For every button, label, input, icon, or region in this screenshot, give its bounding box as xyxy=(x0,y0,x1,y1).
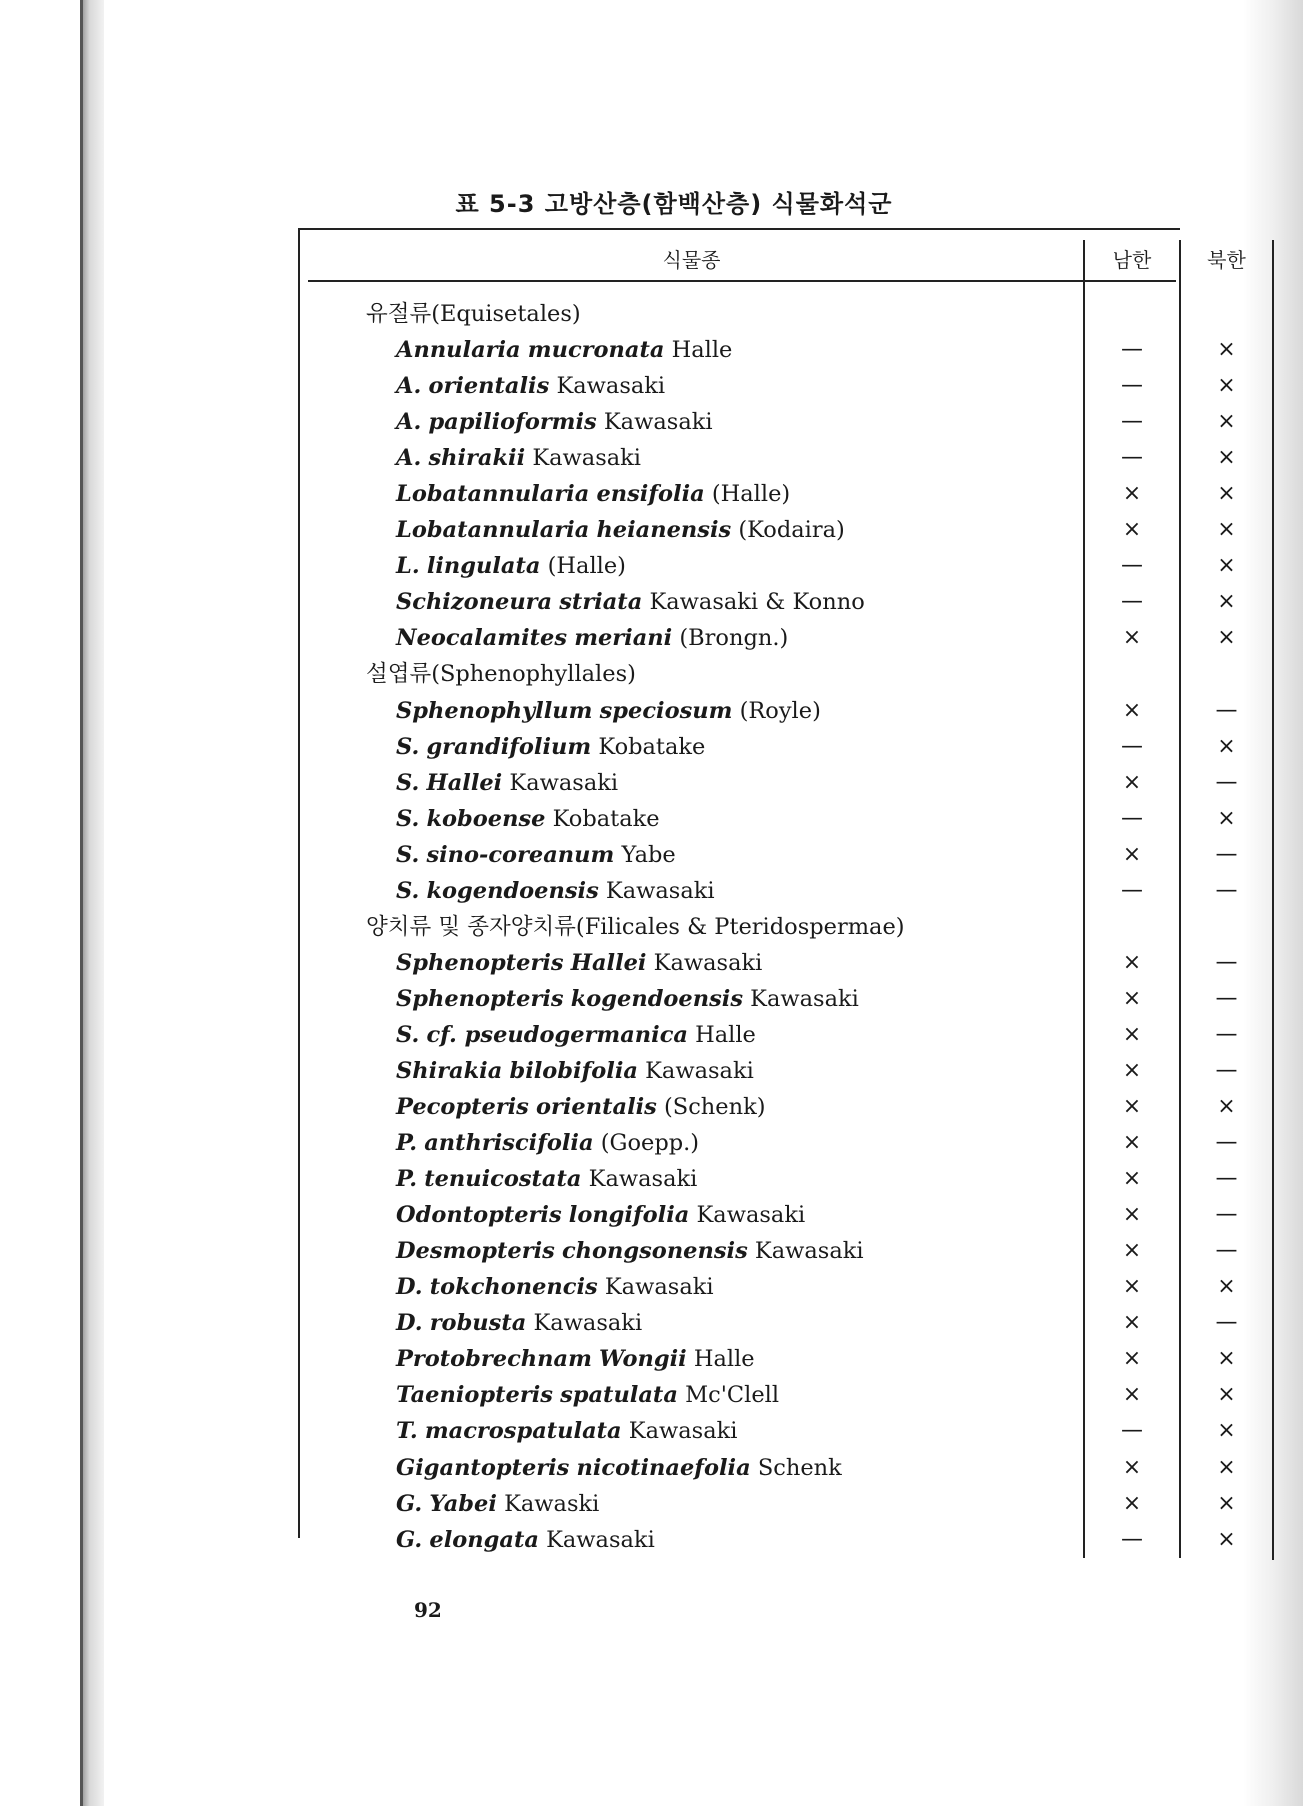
author: Kawasaki xyxy=(556,373,666,400)
north-korea-mark: — xyxy=(1215,949,1238,975)
table-row xyxy=(300,584,1280,620)
epithet: anthriscifolia xyxy=(424,1130,594,1157)
group-heading: 설엽류(Sphenophyllales) xyxy=(366,661,636,688)
author: Kawasaki xyxy=(628,1418,738,1445)
table-row xyxy=(300,1413,1280,1449)
table-row xyxy=(300,693,1280,729)
genus: Sphenopteris xyxy=(396,949,564,976)
epithet: sino-coreanum xyxy=(426,841,615,868)
south-korea-mark: × xyxy=(1122,1310,1142,1336)
table-row xyxy=(300,1053,1280,1089)
header-species: 식물종 xyxy=(662,248,721,272)
table-row xyxy=(300,620,1280,656)
author: Kawaski xyxy=(504,1490,600,1517)
south-korea-mark: — xyxy=(1121,589,1143,615)
author: Kawasaki xyxy=(645,1057,754,1084)
author: (Schenk) xyxy=(664,1094,766,1121)
genus: Pecopteris xyxy=(396,1094,529,1121)
species-name xyxy=(396,548,626,584)
genus: S. xyxy=(396,805,420,832)
author: Mc'Clell xyxy=(685,1382,780,1409)
south-korea-mark: — xyxy=(1121,1526,1143,1552)
genus: Lobatannularia xyxy=(396,517,590,544)
epithet: Yabei xyxy=(429,1490,497,1517)
table-row xyxy=(300,1161,1280,1197)
north-korea-mark: × xyxy=(1217,1454,1236,1480)
author: Kawasaki & Konno xyxy=(649,589,865,616)
table-row xyxy=(300,332,1280,368)
genus: Shirakia xyxy=(396,1057,503,1084)
epithet: lingulata xyxy=(426,553,541,580)
epithet: papilioformis xyxy=(428,409,597,436)
north-korea-mark: — xyxy=(1215,1021,1238,1047)
south-korea-mark: × xyxy=(1122,841,1142,867)
south-korea-mark: — xyxy=(1121,553,1143,579)
north-korea-mark: × xyxy=(1217,445,1236,471)
author: Halle xyxy=(695,1021,756,1048)
species-name xyxy=(396,693,821,729)
species-name xyxy=(396,1161,697,1197)
species-name xyxy=(396,1413,737,1449)
epithet: orientalis xyxy=(536,1094,657,1121)
author: Kobatake xyxy=(552,805,660,832)
genus: Sphenopteris xyxy=(396,985,564,1012)
species-name xyxy=(396,1341,755,1377)
south-korea-mark: — xyxy=(1121,337,1143,363)
species-name xyxy=(396,1089,766,1125)
table-top-rule xyxy=(300,228,1180,230)
epithet: robusta xyxy=(429,1310,527,1337)
genus: A. xyxy=(396,445,422,472)
epithet: heianensis xyxy=(596,517,732,544)
table-row xyxy=(300,1233,1280,1269)
genus: Odontopteris xyxy=(396,1202,562,1229)
table-row xyxy=(300,873,1280,909)
genus: Gigantopteris xyxy=(396,1454,570,1481)
species-name xyxy=(396,512,845,548)
species-name xyxy=(396,476,790,512)
north-korea-mark: — xyxy=(1215,1238,1238,1264)
table-row xyxy=(300,1377,1280,1413)
species-name xyxy=(396,1053,754,1089)
species-name xyxy=(396,1125,699,1161)
south-korea-mark: — xyxy=(1121,877,1143,903)
group-heading: 양치류 및 종자양치류(Filicales & Pteridospermae) xyxy=(366,913,905,940)
north-korea-mark: × xyxy=(1217,1382,1236,1408)
table-row xyxy=(300,1450,1280,1486)
genus: P. xyxy=(396,1166,418,1193)
table-row xyxy=(300,837,1280,873)
south-korea-mark: × xyxy=(1122,1094,1142,1120)
genus: Sphenophyllum xyxy=(396,697,593,724)
species-name xyxy=(396,1233,864,1269)
epithet: striata xyxy=(559,589,643,616)
south-korea-mark: — xyxy=(1121,409,1143,435)
genus: Annularia xyxy=(396,337,521,364)
north-korea-mark: — xyxy=(1215,1057,1238,1083)
north-korea-mark: × xyxy=(1217,553,1236,579)
author: Schenk xyxy=(757,1454,842,1481)
species-name xyxy=(396,368,665,404)
epithet: meriani xyxy=(574,625,673,652)
north-korea-mark: × xyxy=(1217,517,1236,543)
epithet: elongata xyxy=(429,1526,539,1553)
south-korea-mark: — xyxy=(1121,445,1143,471)
epithet: macrospatulata xyxy=(424,1418,622,1445)
south-korea-mark: × xyxy=(1122,769,1142,795)
author: Halle xyxy=(671,337,733,364)
south-korea-mark: × xyxy=(1122,1454,1142,1480)
page-number: 92 xyxy=(414,1598,442,1622)
author: Kawasaki xyxy=(603,409,713,436)
epithet: longifolia xyxy=(568,1202,690,1229)
genus: L. xyxy=(396,553,420,580)
north-korea-mark: — xyxy=(1215,1130,1238,1156)
table-row xyxy=(300,404,1280,440)
genus: G. xyxy=(396,1526,423,1553)
author: (Goepp.) xyxy=(600,1130,700,1157)
author: Kawasaki xyxy=(509,769,619,796)
genus: S. xyxy=(396,733,420,760)
author: Kawasaki xyxy=(546,1526,655,1553)
genus: Taeniopteris xyxy=(396,1382,553,1409)
species-name xyxy=(396,584,865,620)
epithet: kogendoensis xyxy=(426,877,599,904)
south-korea-mark: × xyxy=(1122,949,1142,975)
table-row xyxy=(300,1089,1280,1125)
south-korea-mark: — xyxy=(1121,373,1143,399)
genus: Protobrechnam xyxy=(396,1346,592,1373)
author: Halle xyxy=(693,1346,755,1373)
north-korea-mark: — xyxy=(1215,769,1238,795)
table-row xyxy=(300,945,1280,981)
epithet: koboense xyxy=(426,805,546,832)
page-binding-edge xyxy=(80,0,104,1806)
north-korea-mark: × xyxy=(1217,1094,1236,1120)
author: Kawasaki xyxy=(532,445,642,472)
group-heading-row xyxy=(300,656,1280,692)
table-row xyxy=(300,1017,1280,1053)
north-korea-mark: × xyxy=(1217,373,1236,399)
south-korea-mark: × xyxy=(1122,1274,1142,1300)
species-name xyxy=(396,801,660,837)
species-name xyxy=(396,837,676,873)
table-row xyxy=(300,981,1280,1017)
north-korea-mark: × xyxy=(1217,1346,1236,1372)
south-korea-mark: × xyxy=(1122,985,1142,1011)
species-name xyxy=(396,873,715,909)
table-row xyxy=(300,1125,1280,1161)
author: (Halle) xyxy=(711,481,791,508)
author: Kawasaki xyxy=(750,985,859,1012)
species-name xyxy=(396,765,618,801)
table-row xyxy=(300,512,1280,548)
author: (Royle) xyxy=(739,697,821,724)
table-header-rule xyxy=(308,280,1176,282)
south-korea-mark: × xyxy=(1122,1202,1142,1228)
table-row xyxy=(300,476,1280,512)
genus: P. xyxy=(396,1130,418,1157)
author: (Halle) xyxy=(547,553,626,580)
epithet: Hallei xyxy=(426,769,503,796)
header-north-korea: 북한 xyxy=(1207,248,1246,272)
table-row xyxy=(300,1486,1280,1522)
table-row xyxy=(300,729,1280,765)
north-korea-mark: — xyxy=(1215,1202,1238,1228)
species-name xyxy=(396,440,641,476)
north-korea-mark: — xyxy=(1215,877,1238,903)
south-korea-mark: × xyxy=(1122,697,1142,723)
species-name xyxy=(396,1197,805,1233)
genus: S. xyxy=(396,769,420,796)
group-heading-row xyxy=(300,909,1280,945)
epithet: chongsonensis xyxy=(561,1238,748,1265)
epithet: speciosum xyxy=(599,697,733,724)
author: (Brongn.) xyxy=(679,625,789,652)
species-name xyxy=(396,1522,655,1558)
group-heading: 유절류(Equisetales) xyxy=(366,301,581,327)
north-korea-mark: — xyxy=(1215,697,1238,723)
south-korea-mark: — xyxy=(1121,805,1143,831)
genus: Neocalamites xyxy=(396,625,568,652)
south-korea-mark: × xyxy=(1122,517,1142,543)
genus: Desmopteris xyxy=(396,1238,555,1265)
table-row xyxy=(300,1269,1280,1305)
group-heading-row xyxy=(300,296,1280,332)
table-row xyxy=(300,1522,1280,1558)
genus: S. xyxy=(396,877,420,904)
author: Kobatake xyxy=(598,733,706,760)
species-name xyxy=(396,404,713,440)
north-korea-mark: × xyxy=(1217,589,1236,615)
species-name xyxy=(396,332,732,368)
table-row xyxy=(300,1197,1280,1233)
table-body xyxy=(300,296,1280,1558)
species-name xyxy=(396,729,705,765)
epithet: kogendoensis xyxy=(570,985,743,1012)
species-name xyxy=(396,1269,714,1305)
epithet: Wongii xyxy=(599,1346,687,1373)
epithet: grandifolium xyxy=(426,733,592,760)
author: Kawasaki xyxy=(605,877,715,904)
author: Kawasaki xyxy=(696,1202,806,1229)
north-korea-mark: — xyxy=(1215,1310,1238,1336)
north-korea-mark: × xyxy=(1217,337,1236,363)
south-korea-mark: — xyxy=(1121,1418,1143,1444)
south-korea-mark: × xyxy=(1122,625,1142,651)
north-korea-mark: × xyxy=(1217,1418,1236,1444)
south-korea-mark: × xyxy=(1122,1238,1142,1264)
epithet: ensifolia xyxy=(596,481,705,508)
south-korea-mark: × xyxy=(1122,1382,1142,1408)
genus: D. xyxy=(396,1310,423,1337)
table-title: 표 5-3 고방산층(함백산층) 식물화석군 xyxy=(455,190,893,218)
genus: S. xyxy=(396,1021,420,1048)
genus: T. xyxy=(396,1418,418,1445)
epithet: tenuicostata xyxy=(424,1166,582,1193)
author: Kawasaki xyxy=(754,1238,864,1265)
south-korea-mark: × xyxy=(1122,1490,1142,1516)
table-row xyxy=(300,440,1280,476)
south-korea-mark: × xyxy=(1122,1057,1142,1083)
genus: G. xyxy=(396,1490,423,1517)
species-name xyxy=(396,620,788,656)
document-page xyxy=(104,0,1244,1806)
south-korea-mark: × xyxy=(1122,481,1142,507)
north-korea-mark: × xyxy=(1217,409,1236,435)
epithet: shirakii xyxy=(428,445,526,472)
table-row xyxy=(300,801,1280,837)
genus: S. xyxy=(396,841,420,868)
epithet: spatulata xyxy=(560,1382,678,1409)
species-name xyxy=(396,1305,642,1341)
genus: A. xyxy=(396,373,422,400)
species-name xyxy=(396,981,859,1017)
table-row xyxy=(300,765,1280,801)
north-korea-mark: — xyxy=(1215,1166,1238,1192)
author: Yabe xyxy=(621,841,676,868)
author: (Kodaira) xyxy=(738,517,845,544)
author: Kawasaki xyxy=(588,1166,698,1193)
epithet: bilobifolia xyxy=(509,1057,638,1084)
north-korea-mark: × xyxy=(1217,625,1236,651)
species-name xyxy=(396,945,762,981)
north-korea-mark: × xyxy=(1217,481,1236,507)
south-korea-mark: × xyxy=(1122,1346,1142,1372)
species-name xyxy=(396,1377,779,1413)
table-row xyxy=(300,548,1280,584)
genus: Lobatannularia xyxy=(396,481,590,508)
south-korea-mark: × xyxy=(1122,1166,1142,1192)
north-korea-mark: — xyxy=(1215,841,1238,867)
epithet: Hallei xyxy=(570,949,647,976)
epithet: cf. pseudogermanica xyxy=(426,1021,688,1048)
north-korea-mark: × xyxy=(1217,1274,1236,1300)
species-name xyxy=(396,1450,842,1486)
epithet: mucronata xyxy=(527,337,665,364)
author: Kawasaki xyxy=(653,949,763,976)
north-korea-mark: × xyxy=(1217,1526,1236,1552)
north-korea-mark: × xyxy=(1217,733,1236,759)
table-row xyxy=(300,368,1280,404)
epithet: nicotinaefolia xyxy=(576,1454,751,1481)
epithet: tokchonencis xyxy=(429,1274,598,1301)
south-korea-mark: × xyxy=(1122,1021,1142,1047)
species-name xyxy=(396,1017,756,1053)
table-row xyxy=(300,1305,1280,1341)
north-korea-mark: × xyxy=(1217,805,1236,831)
south-korea-mark: × xyxy=(1122,1130,1142,1156)
genus: Schizoneura xyxy=(396,589,553,616)
epithet: orientalis xyxy=(428,373,550,400)
author: Kawasaki xyxy=(604,1274,714,1301)
south-korea-mark: — xyxy=(1121,733,1143,759)
north-korea-mark: × xyxy=(1217,1490,1236,1516)
genus: D. xyxy=(396,1274,423,1301)
species-name xyxy=(396,1486,599,1522)
author: Kawasaki xyxy=(533,1310,643,1337)
genus: A. xyxy=(396,409,422,436)
table-row xyxy=(300,1341,1280,1377)
north-korea-mark: — xyxy=(1215,985,1238,1011)
header-south-korea: 남한 xyxy=(1112,248,1152,272)
